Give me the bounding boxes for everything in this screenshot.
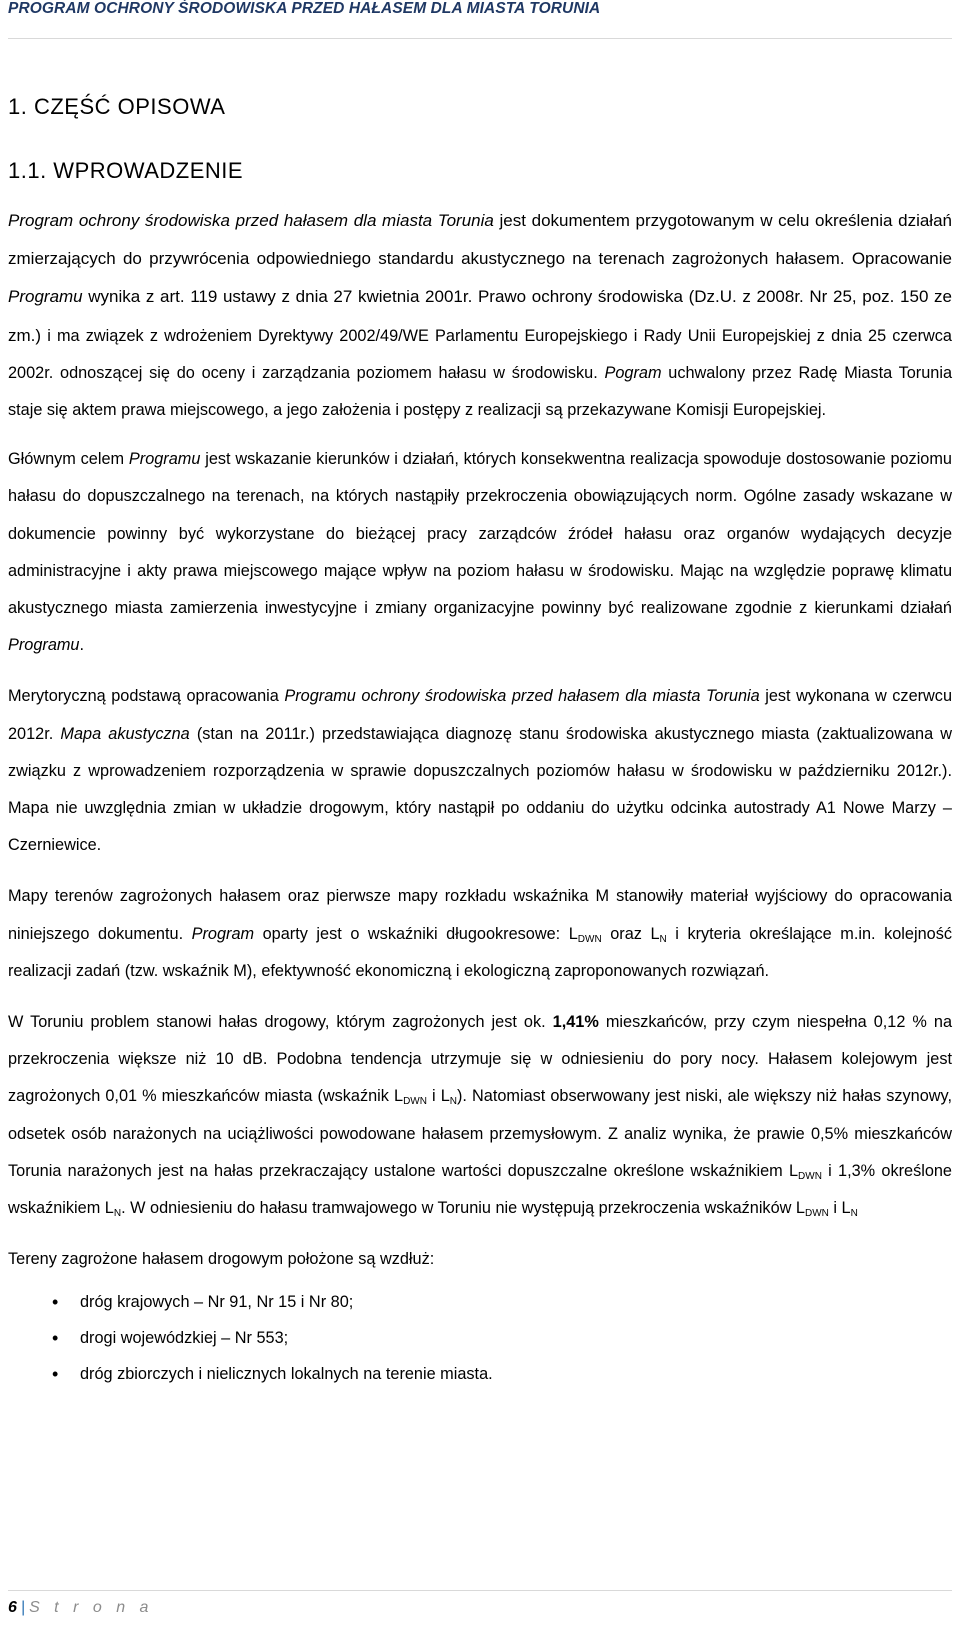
page-word: S t r o n a <box>29 1599 154 1616</box>
paragraph-text: jest wykonana w czerwcu 2012r. <box>8 687 953 743</box>
list-item-text: dróg zbiorczych i nielicznych lokalnych na terenie miasta. <box>80 1365 493 1384</box>
paragraph-goal <box>8 441 952 664</box>
subscript: N <box>113 1208 122 1220</box>
subscript: N <box>449 1096 457 1108</box>
page-number-label <box>8 1599 952 1617</box>
page-header <box>8 0 952 40</box>
subscript: DWN <box>577 933 602 945</box>
bullet-icon: • <box>52 1328 59 1349</box>
bold-percentage: 1,41% <box>552 1013 599 1032</box>
paragraph-maps <box>8 878 952 990</box>
paragraph-text: i L <box>828 1199 851 1218</box>
program-italic: Program <box>191 924 255 943</box>
paragraph-text: i L <box>426 1087 450 1106</box>
program-italic: Programu <box>8 636 80 655</box>
document-title-italic: Programu ochrony środowiska przed hałasem dla miasta Torunia <box>284 687 760 706</box>
header-divider <box>8 38 952 39</box>
list-item <box>8 1356 952 1392</box>
paragraph-text: oraz L <box>601 924 660 943</box>
paragraph-text: jest wskazanie kierunków i działań, których konsekwentna realizacja spowoduje dostosowanie poziomu hałasu do dopuszczalnego na terenach, na których nastąpiły przekroczenia obowiązujących norm. Ogólne zasady wskazane w dokumencie powinny być wykorzystane do bieżącej pracy zarządców źródeł hałasu oraz organów wydających decyzje administracyjne i akty prawa miejscowego mające wpływ na poziom hałasu w środowisku. Mając na względzie poprawę klimatu akustycznego miasta zamierzenia inwestycyjne i zmiany organizacyjne powinny być realizowane zgodnie z kierunkami działań <box>8 450 952 618</box>
list-item <box>8 1284 952 1320</box>
list-item <box>8 1320 952 1356</box>
footer-divider <box>8 1590 952 1591</box>
paragraph-text: mieszkańców, przy czym niespełna 0,12 % na przekroczenia większe niż 10 dB. Podobna tendencja utrzymuje się w odniesieniu do pory nocy. Hałasem kolejowym jest zagrożonych 0,01 % mieszkańców miasta (wskaźnik L <box>8 1013 953 1106</box>
bullet-icon: • <box>52 1292 59 1313</box>
paragraph-list-intro: Tereny zagrożone hałasem drogowym położone są wzdłuż: <box>8 1250 435 1269</box>
paragraph-text: (stan na 2011r.) przedstawiająca diagnozę stanu środowiska akustycznego miasta (zaktualizowana w związku z wprowadzeniem rozporządzenia w sprawie dopuszczalnych poziomów hałasu w środowisku w październiku 2012r.). Mapa nie uwzględnia zmian w układzie drogowym, który nastąpił po oddaniu do użytku odcinka autostrady A1 Nowe Marzy – Czerniewice. <box>8 724 953 855</box>
program-italic: Pogram <box>604 363 662 382</box>
page-footer <box>8 1590 952 1617</box>
bullet-icon: • <box>52 1364 59 1385</box>
paragraph-basis <box>8 678 952 864</box>
document-body <box>8 202 952 1392</box>
list-item-text: drogi wojewódzkiej – Nr 553; <box>80 1329 289 1348</box>
paragraph-text: Głównym celem <box>8 450 129 469</box>
subscript: DWN <box>804 1208 829 1220</box>
paragraph-text: i 1,3% określone wskaźnikiem L <box>8 1161 952 1218</box>
paragraph-text: oparty jest o wskaźniki długookresowe: L <box>254 924 578 943</box>
page-number: 6 <box>8 1599 17 1616</box>
paragraph-text: i ma związek z wdrożeniem Dyrektywy 2002/49/WE Parlamentu Europejskiego i Rady Unii Europejskiej z dnia 25 czerwca 2002r. odnoszącej się do oceny i zarządzania poziomem hałasu w środowisku. <box>8 326 952 382</box>
subscript: N <box>850 1208 858 1220</box>
header-title: PROGRAM OCHRONY ŚRODOWISKA PRZED HAŁASEM DLA MIASTA TORUNIA <box>8 0 601 17</box>
acoustic-map-italic: Mapa akustyczna <box>60 724 190 743</box>
footer-separator: | <box>20 1599 26 1616</box>
document-title-italic: Program ochrony środowiska przed hałasem dla miasta Torunia <box>8 211 494 230</box>
road-list <box>8 1284 952 1392</box>
paragraph-text: . W odniesieniu do hałasu tramwajowego w Toruniu nie występują przekroczenia wskaźników L <box>121 1199 805 1218</box>
program-italic: Programu <box>128 450 201 469</box>
subscript: DWN <box>403 1096 427 1108</box>
paragraph-text: i kryteria określające m.in. kolejność realizacji zadań (tzw. wskaźnik M), efektywność ekonomiczną i ekologiczną zaproponowanych rozwiązań. <box>8 924 952 980</box>
paragraph-text: wynika z art. 119 ustawy z dnia 27 kwietnia 2001r. Prawo ochrony środowiska (Dz.U. z 2008r. Nr 25, poz. 150 ze zm.) <box>8 287 952 345</box>
paragraph-text: . <box>79 636 85 655</box>
list-item-text: dróg krajowych – Nr 91, Nr 15 i Nr 80; <box>80 1293 354 1312</box>
paragraph-intro <box>8 202 952 429</box>
paragraph-text: jest dokumentem przygotowanym w celu określenia działań zmierzających do przywrócenia odpowiedniego standardu akustycznego na terenach zagrożonych hałasem. Opracowanie <box>8 211 952 269</box>
paragraph-noise-stats <box>8 1004 952 1227</box>
paragraph-text: ). Natomiast obserwowany jest niski, ale większy niż hałas szynowy, odsetek osób narażonych na uciążliwości powodowane hałasem przemysłowym. Z analiz wynika, że prawie 0,5% mieszkańców Torunia narażonych jest na hałas przekraczający ustalone wartości dopuszczalne określone wskaźnikiem L <box>8 1087 952 1180</box>
subscript: N <box>659 933 667 945</box>
paragraph-text: uchwalony przez Radę Miasta Torunia staje się aktem prawa miejscowego, a jego założenia i postępy z realizacji są przekazywane Komisji Europejskiej. <box>8 363 953 420</box>
paragraph-text: W Toruniu problem stanowi hałas drogowy, którym zagrożonych jest ok. <box>8 1013 553 1032</box>
subsection-heading: 1.1. WPROWADZENIE <box>8 158 244 183</box>
subscript: DWN <box>798 1170 822 1182</box>
program-italic: Programu <box>8 287 83 307</box>
section-heading: 1. CZĘŚĆ OPISOWA <box>8 94 226 119</box>
paragraph-text: Mapy terenów zagrożonych hałasem oraz pierwsze mapy rozkładu wskaźnika M stanowiły materiał wyjściowy do opracowania niniejszego dokumentu. <box>8 887 952 943</box>
paragraph-text: Merytoryczną podstawą opracowania <box>8 687 285 706</box>
